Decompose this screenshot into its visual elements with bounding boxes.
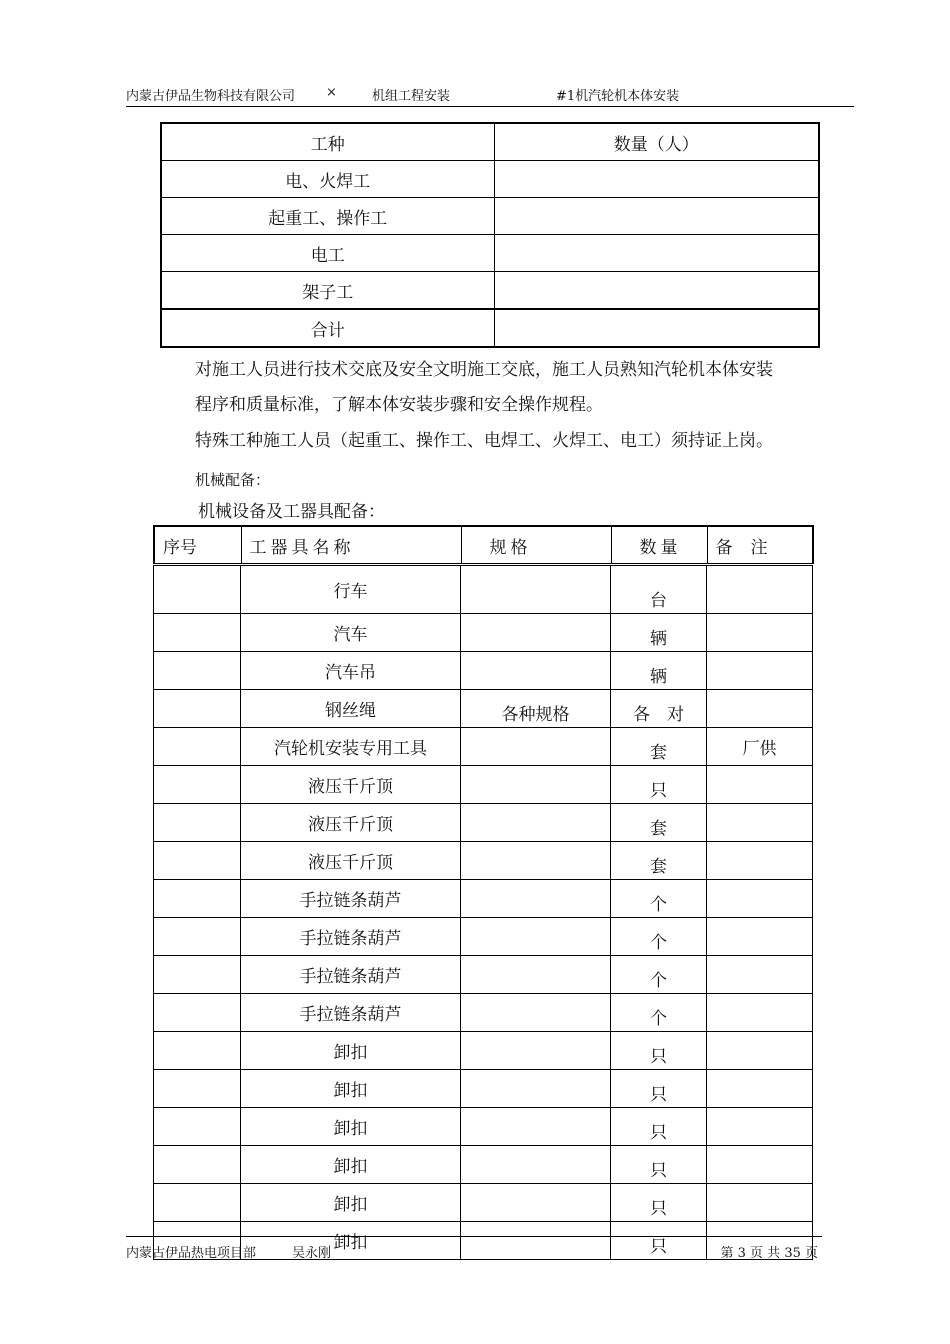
cell-name: 卸扣 (241, 1032, 461, 1070)
staff-trade: 架子工 (161, 272, 494, 310)
cell-spec (461, 918, 611, 956)
cell-name: 液压千斤顶 (241, 842, 461, 880)
cell-qty: 个 (611, 918, 707, 956)
cell-no (154, 994, 241, 1032)
cell-name: 液压千斤顶 (241, 804, 461, 842)
cell-name: 卸扣 (241, 1184, 461, 1222)
staff-count (494, 272, 819, 310)
table-row (154, 766, 813, 804)
cell-spec (461, 1146, 611, 1184)
header-company: 内蒙古伊品生物科技有限公司 (126, 89, 296, 104)
table-row (154, 1070, 813, 1108)
table-row (154, 842, 813, 880)
cell-note (707, 566, 813, 614)
cell-qty: 只 (611, 1070, 707, 1108)
cell-spec (461, 766, 611, 804)
table-row (154, 728, 813, 766)
cell-spec (461, 842, 611, 880)
table-row (154, 918, 813, 956)
cell-name: 手拉链条葫芦 (241, 880, 461, 918)
cell-note (707, 1032, 813, 1070)
cell-spec (461, 994, 611, 1032)
cell-note (707, 614, 813, 652)
page-footer (126, 1236, 822, 1263)
cell-name: 液压千斤顶 (241, 766, 461, 804)
table-row (154, 880, 813, 918)
cell-qty: 套 (611, 804, 707, 842)
table-row (154, 1146, 813, 1184)
equipment-table (153, 565, 813, 1260)
cell-qty: 辆 (611, 652, 707, 690)
staff-trade: 起重工、操作工 (161, 198, 494, 235)
cell-qty: 只 (611, 1146, 707, 1184)
cell-qty: 套 (611, 842, 707, 880)
table-row (154, 690, 813, 728)
staff-table (160, 122, 820, 348)
cell-name: 卸扣 (241, 1146, 461, 1184)
cell-name: 卸扣 (241, 1222, 461, 1260)
cell-qty: 个 (611, 880, 707, 918)
cell-qty: 套 (611, 728, 707, 766)
cell-note (707, 652, 813, 690)
header-qty: 数量 (611, 526, 707, 564)
paragraph-briefing-line2: 程序和质量标准，了解本体安装步骤和安全操作规程。 (195, 395, 603, 415)
staff-trade: 电工 (161, 235, 494, 272)
cell-no (154, 652, 241, 690)
cell-note (707, 842, 813, 880)
staff-trade: 合计 (161, 309, 494, 347)
cell-no (154, 1184, 241, 1222)
cell-note (707, 994, 813, 1032)
table-row (154, 994, 813, 1032)
table-row (154, 566, 813, 614)
cell-note (707, 1184, 813, 1222)
staff-count (494, 235, 819, 272)
cell-spec (461, 614, 611, 652)
cell-name: 卸扣 (241, 1108, 461, 1146)
cell-name: 手拉链条葫芦 (241, 956, 461, 994)
cell-note (707, 690, 813, 728)
table-row (154, 1032, 813, 1070)
table-row (161, 272, 819, 310)
cell-no (154, 766, 241, 804)
cell-qty: 只 (611, 1108, 707, 1146)
cell-no (154, 1108, 241, 1146)
paragraph-certification: 特殊工种施工人员（起重工、操作工、电焊工、火焊工、电工）须持证上岗。 (195, 431, 773, 451)
cell-spec: 各种规格 (461, 690, 611, 728)
cell-spec (461, 956, 611, 994)
cell-note (707, 918, 813, 956)
staff-count (494, 161, 819, 198)
staff-header-count: 数量（人） (494, 123, 819, 161)
equipment-table-header (153, 525, 814, 564)
table-row (154, 804, 813, 842)
header-spec: 规格 (461, 526, 611, 564)
cell-note (707, 1146, 813, 1184)
cell-spec (461, 1032, 611, 1070)
cell-qty: 只 (611, 1222, 707, 1260)
staff-count (494, 309, 819, 347)
cell-spec (461, 728, 611, 766)
cell-spec (461, 1184, 611, 1222)
cell-qty: 台 (611, 566, 707, 614)
table-row (154, 1108, 813, 1146)
table-row (161, 198, 819, 235)
cell-spec (461, 652, 611, 690)
header-name: 工器具名称 (241, 526, 461, 564)
cell-no (154, 566, 241, 614)
page-header (126, 84, 854, 107)
section-heading-machinery: 机械配备： (195, 471, 271, 489)
cell-name: 手拉链条葫芦 (241, 994, 461, 1032)
cell-spec (461, 1070, 611, 1108)
table-row (154, 652, 813, 690)
cell-no (154, 728, 241, 766)
table-row (154, 956, 813, 994)
footer-page-number: 第 3 页 共 35 页 (720, 1246, 818, 1261)
cell-qty: 只 (611, 766, 707, 804)
cell-name: 汽车 (241, 614, 461, 652)
staff-table-header (161, 123, 819, 161)
cell-note (707, 1108, 813, 1146)
cell-no (154, 842, 241, 880)
cell-qty: 辆 (611, 614, 707, 652)
cell-note (707, 880, 813, 918)
cell-no (154, 690, 241, 728)
header-note: 备注 (707, 526, 813, 564)
cell-no (154, 1146, 241, 1184)
cell-qty: 各 对 (611, 690, 707, 728)
cell-no (154, 880, 241, 918)
cell-qty: 个 (611, 956, 707, 994)
cell-note (707, 1070, 813, 1108)
cell-spec (461, 880, 611, 918)
cell-qty: 个 (611, 994, 707, 1032)
cell-note (707, 956, 813, 994)
cell-no (154, 1032, 241, 1070)
paragraph-briefing-line1: 对施工人员进行技术交底及安全文明施工交底，施工人员熟知汽轮机本体安装 (195, 360, 773, 380)
cell-name: 卸扣 (241, 1070, 461, 1108)
cell-name: 汽车吊 (241, 652, 461, 690)
cell-qty: 只 (611, 1184, 707, 1222)
cell-no (154, 614, 241, 652)
cell-note: 厂供 (707, 728, 813, 766)
footer-dept: 内蒙古伊品热电项目部 (126, 1246, 257, 1261)
footer-author: 吴永刚 (292, 1246, 332, 1261)
table-row (161, 235, 819, 272)
header-mark: × (326, 85, 337, 100)
cell-spec (461, 566, 611, 614)
staff-trade: 电、火焊工 (161, 161, 494, 198)
cell-qty: 只 (611, 1032, 707, 1070)
header-no: 序号 (163, 537, 197, 558)
table-row-total (161, 309, 819, 347)
cell-name: 行车 (241, 566, 461, 614)
staff-header-trade: 工种 (161, 123, 494, 161)
cell-note (707, 766, 813, 804)
cell-name: 钢丝绳 (241, 690, 461, 728)
cell-name: 手拉链条葫芦 (241, 918, 461, 956)
cell-note (707, 804, 813, 842)
cell-no (154, 956, 241, 994)
section-heading-equipment: 机械设备及工器具配备： (198, 502, 385, 522)
staff-count (494, 198, 819, 235)
table-row (161, 161, 819, 198)
header-project: 机组工程安装 (372, 89, 451, 104)
header-section: #1机汽轮机本体安装 (556, 89, 680, 104)
cell-no (154, 918, 241, 956)
table-row (154, 1184, 813, 1222)
table-row (154, 614, 813, 652)
cell-spec (461, 1108, 611, 1146)
cell-no (154, 804, 241, 842)
cell-no (154, 1070, 241, 1108)
cell-name: 汽轮机安装专用工具 (241, 728, 461, 766)
cell-spec (461, 804, 611, 842)
